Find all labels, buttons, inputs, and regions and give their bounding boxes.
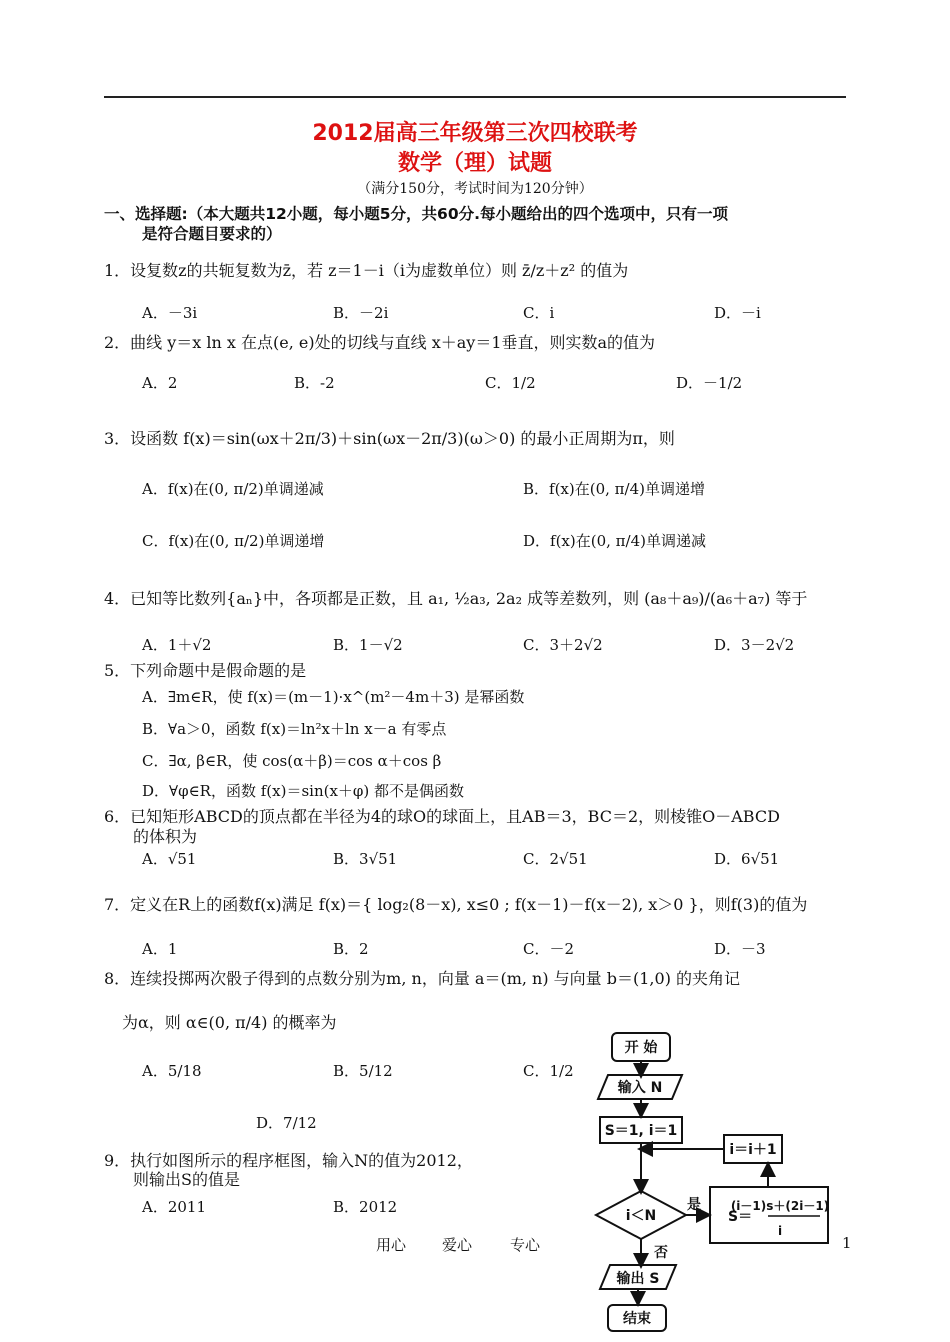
q1-option-a: A．－3i — [142, 304, 198, 322]
q1-option-b: B．－2i — [333, 304, 389, 322]
exam-subtitle: 数学（理）试题 — [397, 151, 552, 176]
flow-init-text: S＝1, i＝1 — [604, 1123, 678, 1139]
q5-option-a: A．∃m∈R，使 f(x)＝(m－1)·x^(m²－4m＋3) 是幂函数 — [142, 688, 525, 706]
q6-option-b: B．3√51 — [333, 850, 398, 868]
q6-option-c: C．2√51 — [523, 850, 588, 868]
q2-option-b: B．-2 — [294, 374, 335, 392]
q8-option-b: B．5/12 — [333, 1062, 393, 1080]
q8-option-c: C．1/2 — [523, 1062, 574, 1080]
flow-output-text: 输出 S — [616, 1271, 660, 1287]
question-6-stem-cont: 的体积为 — [133, 827, 198, 846]
section-heading: 一、选择题:（本大题共12小题，每小题5分，共60分.每小题给出的四个选项中，只有一项 — [104, 205, 729, 223]
q6-option-a: A．√51 — [142, 850, 197, 868]
flow-update-s-lhs: S＝ — [728, 1209, 753, 1225]
q2-option-a: A．2 — [142, 374, 178, 392]
flowchart — [590, 1025, 840, 1335]
q3-option-d: D．f(x)在(0, π/4)单调递减 — [523, 532, 706, 550]
q7-option-b: B．2 — [333, 940, 369, 958]
question-6-stem: 6．已知矩形ABCD的顶点都在半径为4的球O的球面上，且AB＝3，BC＝2，则棱锥O－ABCD — [104, 807, 780, 826]
q5-option-d: D．∀φ∈R，函数 f(x)＝sin(x＋φ) 都不是偶函数 — [142, 782, 465, 800]
q7-option-d: D．－3 — [714, 940, 766, 958]
flow-no-text: 否 — [654, 1245, 668, 1261]
question-4-stem: 4．已知等比数列{aₙ}中，各项都是正数，且 a₁, ½a₃, 2a₂ 成等差数列，则 (a₈＋a₉)/(a₆＋a₇) 等于 — [104, 589, 808, 608]
q4-option-a: A．1＋√2 — [142, 636, 212, 654]
q3-option-a: A．f(x)在(0, π/2)单调递减 — [142, 480, 324, 498]
q4-option-c: C．3＋2√2 — [523, 636, 603, 654]
footer-motto-1: 用心 — [376, 1236, 407, 1254]
q2-option-d: D．－1/2 — [676, 374, 743, 392]
question-8-stem-cont: 为α，则 α∈(0, π/4) 的概率为 — [122, 1013, 337, 1032]
footer-motto-2: 爱心 — [442, 1236, 473, 1254]
q8-option-a: A．5/18 — [142, 1062, 202, 1080]
q3-option-c: C．f(x)在(0, π/2)单调递增 — [142, 532, 325, 550]
flow-yes-text: 是 — [687, 1197, 701, 1213]
q2-option-c: C．1/2 — [485, 374, 536, 392]
q4-option-b: B．1－√2 — [333, 636, 403, 654]
flow-update-s-num: (i－1)s＋(2i－1) — [730, 1199, 830, 1213]
q6-option-d: D．6√51 — [714, 850, 780, 868]
question-7-stem: 7．定义在R上的函数f(x)满足 f(x)＝{ log₂(8－x), x≤0 ; f(x－1)－f(x－2), x＞0 }，则f(3)的值为 — [104, 895, 808, 914]
q5-option-b: B．∀a＞0，函数 f(x)＝ln²x＋ln x－a 有零点 — [142, 720, 447, 738]
section-heading-cont: 是符合题目要求的） — [142, 225, 282, 243]
q7-option-c: C．－2 — [523, 940, 575, 958]
exam-title: 2012届高三年级第三次四校联考 — [312, 121, 638, 146]
flow-input-text: 输入 N — [617, 1080, 663, 1096]
question-9-stem-cont: 则输出S的值是 — [133, 1170, 240, 1189]
q7-option-a: A．1 — [142, 940, 178, 958]
q9-option-b: B．2012 — [333, 1198, 398, 1216]
question-5-stem: 5．下列命题中是假命题的是 — [104, 661, 307, 680]
exam-meta: （满分150分，考试时间为120分钟） — [357, 181, 593, 197]
page-number: 1 — [842, 1234, 852, 1252]
question-3-stem: 3．设函数 f(x)＝sin(ωx＋2π/3)＋sin(ωx－2π/3)(ω＞0) 的最小正周期为π，则 — [104, 429, 675, 448]
question-8-stem: 8．连续投掷两次骰子得到的点数分别为m, n，向量 a＝(m, n) 与向量 b＝(1,0) 的夹角记 — [104, 969, 741, 988]
flow-end-text: 结束 — [623, 1311, 651, 1327]
q4-option-d: D．3－2√2 — [714, 636, 795, 654]
flow-cond-text: i＜N — [625, 1208, 657, 1224]
question-9-stem: 9．执行如图所示的程序框图，输入N的值为2012， — [104, 1151, 473, 1170]
q8-option-d: D．7/12 — [256, 1114, 317, 1132]
q3-option-b: B．f(x)在(0, π/4)单调递增 — [523, 480, 705, 498]
q1-option-c: C．i — [523, 304, 555, 322]
q9-option-a: A．2011 — [142, 1198, 207, 1216]
q1-option-d: D．－i — [714, 304, 761, 322]
question-1-stem: 1．设复数z的共轭复数为z̄，若 z＝1－i（i为虚数单位）则 z̄/z＋z² 的值为 — [104, 261, 629, 280]
footer-motto-3: 专心 — [510, 1236, 541, 1254]
q5-option-c: C．∃α, β∈R，使 cos(α＋β)＝cos α＋cos β — [142, 752, 442, 770]
flow-update-s-den: i — [777, 1224, 783, 1238]
flow-start-text: 开 始 — [624, 1040, 658, 1056]
question-2-stem: 2．曲线 y＝x ln x 在点(e, e)处的切线与直线 x＋ay＝1垂直，则实数a的值为 — [104, 333, 656, 352]
top-rule — [104, 96, 846, 98]
flow-update-i-text: i＝i＋1 — [729, 1142, 777, 1158]
